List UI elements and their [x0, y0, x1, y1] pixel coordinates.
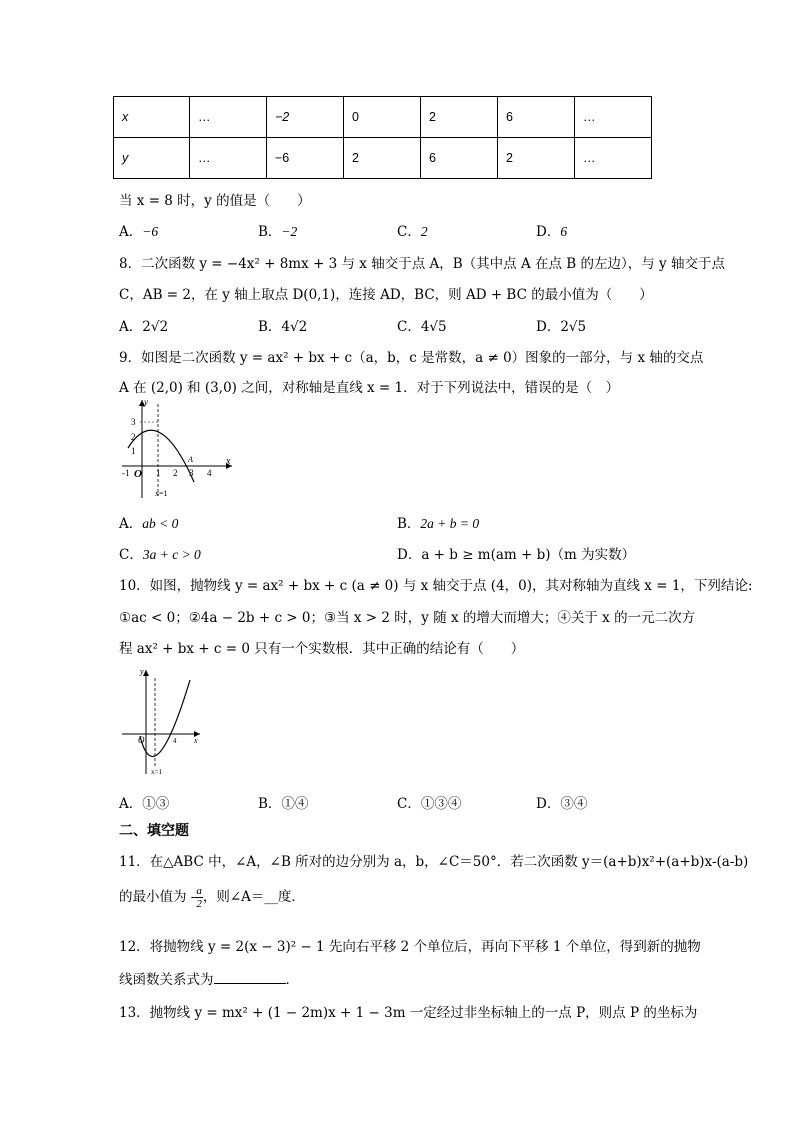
- answer-blank[interactable]: [214, 971, 286, 984]
- symmetry-axis-label: x=1: [155, 489, 168, 498]
- q10-stem-line1: 10．如图，抛物线 y = ax² + bx + c (a ≠ 0) 与 x 轴交于点 (4，0)，其对称轴为直线 x = 1，下列结论:: [119, 578, 753, 594]
- q9-option-a: A．ab < 0: [119, 516, 179, 532]
- q8-stem-line2: C，AB = 2，在 y 轴上取点 D(0,1)，连接 AD，BC，则 AD + BC 的最小值为（ ）: [119, 287, 653, 303]
- q12-stem-line1: 12．将抛物线 y = 2(x − 3)² − 1 先向右平移 2 个单位后，再向下平移 1 个单位，得到新的抛物: [119, 939, 701, 955]
- table-row: [114, 138, 652, 179]
- table-cell: 2: [421, 97, 498, 138]
- fraction-numerator: a: [196, 885, 202, 897]
- q8-option-c: C．4√5: [397, 319, 447, 335]
- tick-label: 3: [131, 417, 136, 427]
- q10-option-d: D．③④: [536, 796, 588, 812]
- tick-label: 4: [207, 468, 212, 478]
- table-cell: …: [575, 97, 652, 138]
- tick-label: 1: [131, 446, 136, 456]
- q7-option-a: A．−6: [119, 224, 159, 240]
- q9-stem-line2: A 在 (2,0) 和 (3,0) 之间，对称轴是直线 x = 1．对于下列说法中，错误的是（ ）: [119, 380, 620, 396]
- table-head-y: y: [114, 138, 190, 179]
- q10-option-c: C．①③④: [397, 796, 462, 812]
- table-cell: …: [575, 138, 652, 179]
- q8-option-b: B．4√2: [258, 319, 308, 335]
- table-cell: −6: [267, 138, 344, 179]
- q11-text: 的最小值为 -: [119, 889, 196, 905]
- tick-label: 2: [131, 432, 136, 442]
- q8-option-a: A．2√2: [119, 319, 169, 335]
- tick-label: 4: [173, 737, 177, 745]
- q8-option-d: D．2√5: [536, 319, 587, 335]
- q12-text-end: ．: [285, 972, 299, 988]
- table-cell: 2: [498, 138, 575, 179]
- x-label: x: [226, 456, 231, 467]
- q8-stem-line1: 8．二次函数 y = −4x² + 8mx + 3 与 x 轴交于点 A，B（其中点 A 在点 B 的左边），与 y 轴交于点: [119, 256, 725, 272]
- table-cell: 2: [344, 138, 421, 179]
- table-head-x: x: [114, 97, 190, 138]
- q11-stem-line1: 11．在△ABC 中，∠A，∠B 所对的边分别为 a，b，∠C＝50°．若二次函数 y＝(a+b)x²+(a+b)x-(a-b): [119, 854, 749, 870]
- values-table: [113, 96, 652, 179]
- tick-label: 2: [173, 468, 178, 478]
- fraction: [195, 885, 203, 910]
- q9-graph: [118, 398, 236, 502]
- q12-text: 线函数关系式为: [119, 972, 214, 988]
- q10-graph: [118, 666, 204, 776]
- tick-label: 3: [189, 468, 194, 478]
- origin-label: O: [134, 468, 142, 480]
- origin-label: O: [138, 735, 145, 745]
- table-cell: …: [190, 138, 267, 179]
- table-cell: −2: [267, 97, 344, 138]
- q7-stem: 当 x = 8 时，y 的值是（ ）: [119, 193, 311, 209]
- q10-option-a: A．①③: [119, 796, 170, 812]
- q9-stem-line1: 9．如图是二次函数 y = ax² + bx + c（a，b，c 是常数，a ≠ 0）图象的一部分，与 x 轴的交点: [119, 350, 704, 366]
- q11-text-end: ，则∠A＝__度．: [202, 889, 305, 905]
- q13-stem-line1: 13．抛物线 y = mx² + (1 − 2m)x + 1 − 3m 一定经过非坐标轴上的一点 P，则点 P 的坐标为: [119, 1005, 698, 1021]
- symmetry-axis-label: x=1: [151, 768, 162, 776]
- q7-option-b: B．−2: [258, 224, 298, 240]
- y-label: y: [144, 398, 148, 407]
- table-cell: 6: [498, 97, 575, 138]
- q11-stem-line2: [119, 885, 305, 910]
- q7-option-d: D．6: [536, 224, 568, 240]
- q9-option-b: B．2a + b = 0: [397, 516, 480, 532]
- q10-stem-line2: ①ac < 0；②4a − 2b + c > 0；③当 x > 2 时，y 随 x 的增大而增大；④关于 x 的一元二次方: [119, 610, 696, 626]
- tick-label: -1: [122, 468, 130, 478]
- section-title: 二、填空题: [119, 823, 189, 839]
- q9-option-c: C．3a + c > 0: [119, 547, 201, 563]
- q12-stem-line2: [119, 968, 299, 988]
- y-label: y: [140, 667, 144, 676]
- parabola-curve: [140, 680, 190, 756]
- fraction-denominator: 2: [196, 898, 202, 910]
- x-label: x: [194, 736, 198, 745]
- q10-stem-line3: 程 ax² + bx + c = 0 只有一个实数根．其中正确的结论有（ ）: [119, 641, 525, 657]
- table-row: [114, 97, 652, 138]
- point-a-label: A: [188, 455, 193, 464]
- table-cell: 6: [421, 138, 498, 179]
- table-cell: …: [190, 97, 267, 138]
- q9-option-d: D．a + b ≥ m(am + b)（m 为实数）: [397, 547, 636, 563]
- q7-option-c: C．2: [397, 224, 428, 240]
- table-cell: 0: [344, 97, 421, 138]
- y-axis-arrow: [143, 670, 149, 676]
- q10-option-b: B．①④: [258, 796, 309, 812]
- tick-label: 1: [156, 468, 161, 478]
